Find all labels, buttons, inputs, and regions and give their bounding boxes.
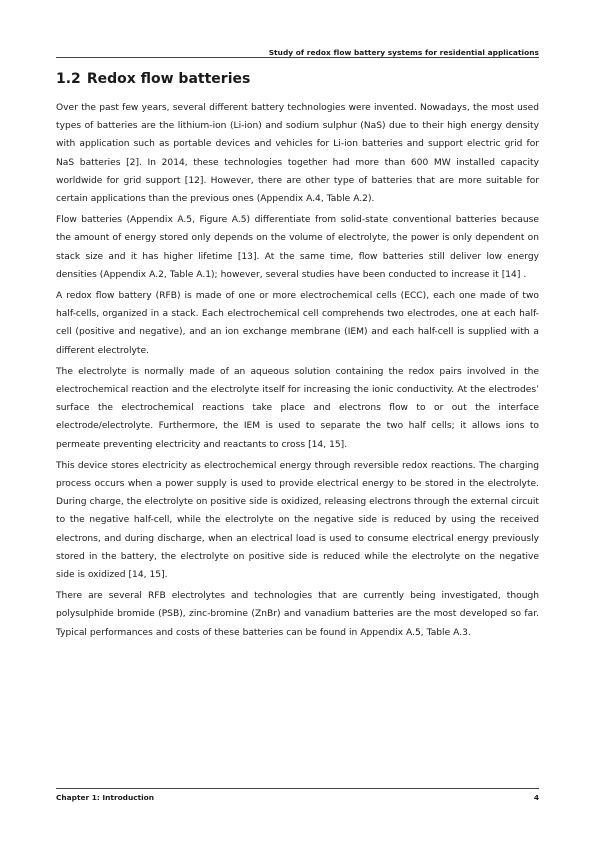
paragraph: Flow batteries (Appendix A.5, Figure A.5) differentiate from solid-state conventional batteries because the amount of energy stored only depends on the volume of electrolyte, the power is only dependent on stack size and it has higher lifetime [13]. At the same time, flow batteries still deliver low energy densities (Appendix A.2, Table A.1); however, several studies have been conducted to increase it [14] . [56,215,539,280]
section-heading [56,69,250,89]
section-number: 1.2 [56,71,81,87]
page-number: 4 [533,793,539,802]
paragraph: There are several RFB electrolytes and technologies that are currently being investigated, though polysulphide bromide (PSB), zinc-bromine (ZnBr) and vanadium batteries are the most developed so far. Typical performances and costs of these batteries can be found in Appendix A.5, Table A.3. [56,591,539,638]
paragraph: Over the past few years, several different battery technologies were invented. Nowadays, the most used types of batteries are the lithium-ion (Li-ion) and sodium sulphur (NaS) due to their high energy density with application such as portable devices and vehicles for Li-ion batteries and support electric grid for NaS batteries [2]. In 2014, these technologies together had more than 600 MW installed capacity worldwide for grid support [12]. However, there are other type of batteries that are more suitable for certain applications than the previous ones (Appendix A.4, Table A.2). [56,103,539,205]
page-header [56,40,539,58]
running-title: Study of redox flow battery systems for residential applications [268,48,539,57]
footer-chapter: Chapter 1: Introduction [56,793,155,802]
page-footer [56,788,539,803]
paragraph: The electrolyte is normally made of an aqueous solution containing the redox pairs involved in the electrochemical reaction and the electrolyte itself for increasing the ionic conductivity. At the electrodes’ surface the electrochemical reactions take place and electrons flow to or out the interface electrode/electrolyte. Furthermore, the IEM is used to separate the two half cells; it allows ions to permeate preventing electricity and reactants to cross [14, 15]. [56,366,539,450]
section-title: Redox flow batteries [86,71,251,87]
paragraph: A redox flow battery (RFB) is made of one or more electrochemical cells (ECC), each one made of two half-cells, organized in a stack. Each electrochemical cell comprehends two electrodes, one at each half-cell (positive and negative), and an ion exchange membrane (IEM) and each half-cell is supplied with a different electrolyte. [56,291,539,356]
body-text [56,99,539,645]
paragraph: This device stores electricity as electrochemical energy through reversible redox reactions. The charging process occurs when a power supply is used to provide electrical energy to be stored in the electrolyte. During charge, the electrolyte on positive side is oxidized, releasing electrons through the external circuit to the negative half-cell, while the electrolyte on the negative side is reduced by using the received electrons, and during discharge, when an electrical load is used to consume electrical energy previously stored in the battery, the electrolyte on positive side is reduced while the electrolyte on the negative side is oxidized [14, 15]. [56,460,539,581]
